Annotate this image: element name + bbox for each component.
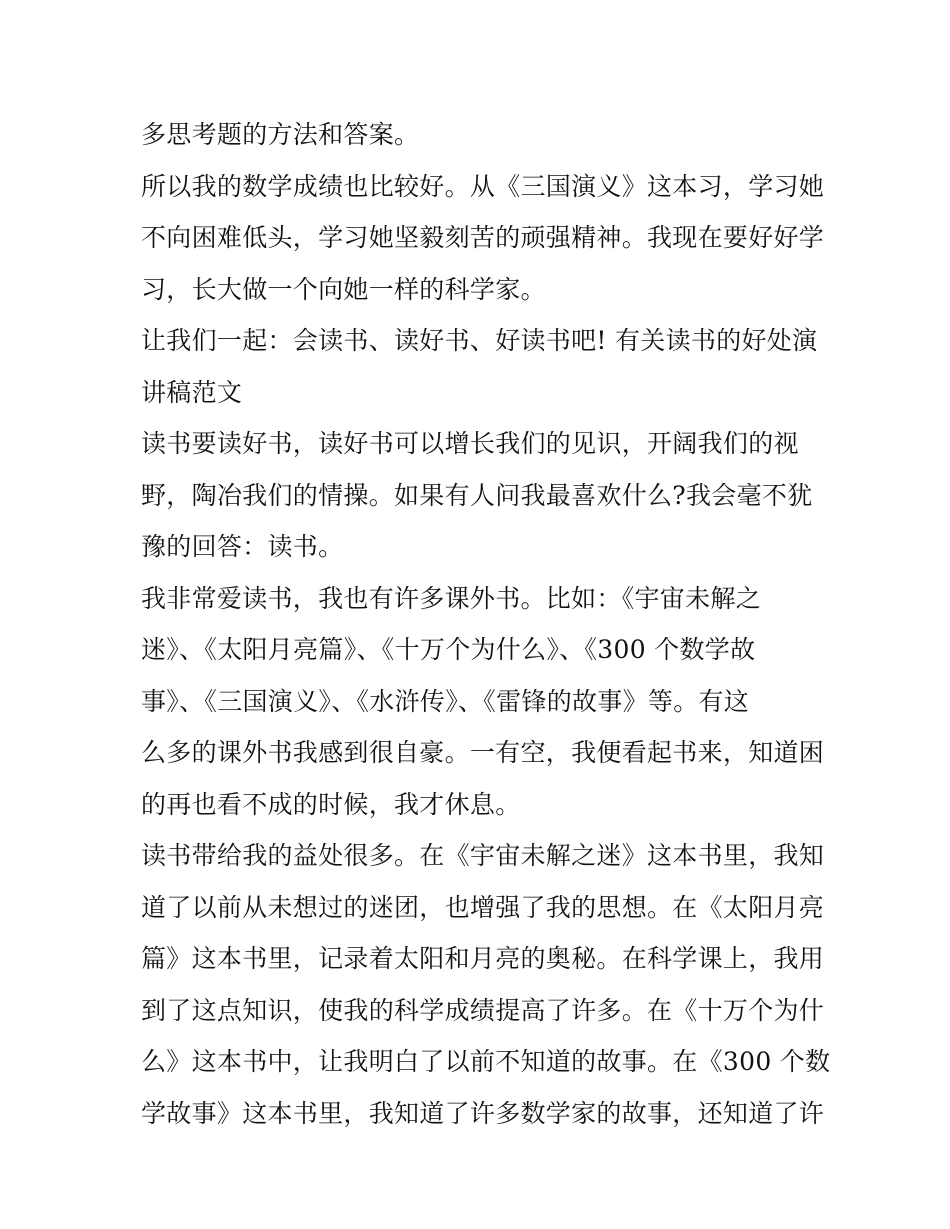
text-line: 不向困难低头，学习她坚毅刻苦的顽强精神。我现在要好好学 xyxy=(141,223,825,252)
text-line: 迷》、《太阳月亮篇》、《十万个为什么》、《300 个数学故 xyxy=(141,635,756,664)
text-line: 学故事》这本书里，我知道了许多数学家的故事，还知道了许 xyxy=(141,1098,825,1128)
text-line: 的再也看不成的时候，我才休息。 xyxy=(141,789,521,819)
text-line: 读书要读好书，读好书可以增长我们的见识，开阔我们的视 xyxy=(141,429,799,458)
text-line: 讲稿范文 xyxy=(141,377,243,407)
text-line: 篇》这本书里，记录着太阳和月亮的奥秘。在科学课上，我用 xyxy=(141,944,825,973)
text-line: 豫的回答：读书。 xyxy=(141,532,344,561)
text-line: 道了以前从未想过的迷团，也增强了我的思想。在《太阳月亮 xyxy=(141,892,825,922)
text-line: 所以我的数学成绩也比较好。从《三国演义》这本习，学习她 xyxy=(141,171,825,201)
text-line: 事》、《三国演义》、《水浒传》、《雷锋的故事》等。有这 xyxy=(141,686,750,716)
text-line: 读书带给我的益处很多。在《宇宙未解之迷》这本书里，我知 xyxy=(141,841,825,870)
document-body xyxy=(141,109,831,1139)
text-line: 习，长大做一个向她一样的科学家。 xyxy=(141,274,546,304)
text-line: 让我们一起：会读书、读好书、好读书吧! 有关读书的好处演 xyxy=(141,326,818,355)
text-line: 么》这本书中，让我明白了以前不知道的故事。在《300 个数 xyxy=(141,1047,831,1076)
text-line: 么多的课外书我感到很自豪。一有空，我便看起书来，知道困 xyxy=(141,738,825,767)
text-line: 野，陶冶我们的情操。如果有人问我最喜欢什么?我会毫不犹 xyxy=(141,480,813,510)
text-line: 我非常爱读书，我也有许多课外书。比如：《宇宙未解之 xyxy=(141,583,762,613)
text-line: 多思考题的方法和答案。 xyxy=(141,120,420,149)
text-line: 到了这点知识，使我的科学成绩提高了许多。在《十万个为什 xyxy=(141,995,825,1025)
